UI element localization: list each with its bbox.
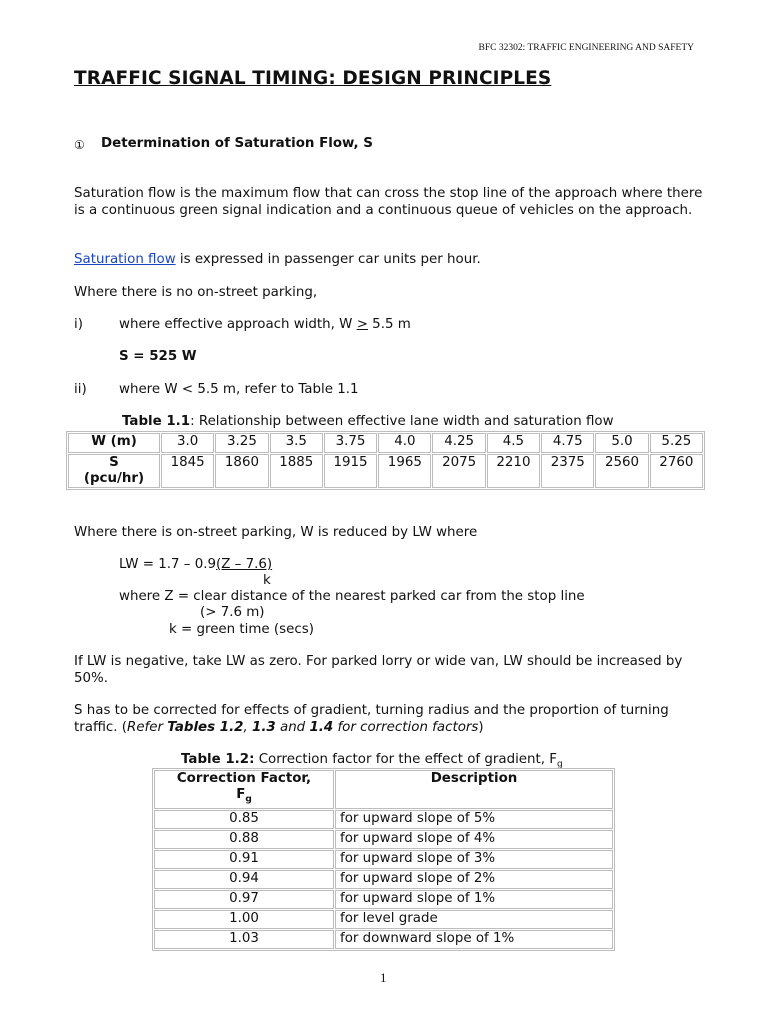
lw-formula-numerator: (Z – 7.6) [216, 557, 273, 572]
caption-text: : Relationship between effective lane width and saturation flow [190, 414, 614, 429]
z-condition: (> 7.6 m) [200, 605, 265, 620]
table-cell: 0.88 [154, 830, 334, 849]
paragraph-no-parking: Where there is no on-street parking, [74, 285, 318, 300]
table-row [154, 770, 613, 809]
table-cell: 4.0 [378, 433, 431, 453]
table-cell: for level grade [335, 910, 613, 929]
page-number: 1 [380, 970, 387, 985]
corrections-text: S has to be corrected for effects of gradient, turning radius and the proportion of turning traffic. ( [74, 703, 669, 735]
correction-factors-text: for correction factors [333, 719, 479, 735]
table-cell: 1.00 [154, 910, 334, 929]
table-cell: 3.75 [324, 433, 377, 453]
close-paren: ) [478, 719, 484, 735]
paragraph-definition: Saturation flow is the maximum flow that can cross the stop line of the approach where there is a continuous green signal indication and a continuous queue of vehicles on the approach. [74, 186, 703, 218]
page-header: BFC 32302: TRAFFIC ENGINEERING AND SAFETY [478, 43, 694, 53]
table-1-4-ref: 1.4 [309, 719, 334, 735]
table-cell: for downward slope of 1% [335, 930, 613, 949]
table-cell: 2560 [595, 454, 648, 488]
table-row [154, 850, 613, 869]
table-cell: 0.94 [154, 870, 334, 889]
tables-ref: Tables 1.2 [167, 719, 244, 735]
table-cell: 5.25 [650, 433, 703, 453]
table-cell: 4.75 [541, 433, 594, 453]
item-1-number: i) [74, 317, 83, 332]
table-cell: 1.03 [154, 930, 334, 949]
table-cell: for upward slope of 3% [335, 850, 613, 869]
table-header-cell [154, 770, 334, 809]
page-title: TRAFFIC SIGNAL TIMING: DESIGN PRINCIPLES [74, 68, 552, 89]
and-text: and [275, 719, 310, 735]
item-1-post: 5.5 m [367, 317, 411, 332]
table-cell: 1845 [161, 454, 214, 488]
header-line-1: S [109, 455, 119, 470]
table-cell: 5.0 [595, 433, 648, 453]
table-cell: 4.5 [487, 433, 540, 453]
table-cell: 1915 [324, 454, 377, 488]
table-header-cell: W (m) [68, 433, 160, 453]
caption-label: Table 1.2: [181, 752, 255, 767]
table-cell: 3.5 [270, 433, 323, 453]
table-cell: for upward slope of 2% [335, 870, 613, 889]
table-cell: 1965 [378, 454, 431, 488]
table-cell: 2760 [650, 454, 703, 488]
table-row [154, 930, 613, 949]
table-row [68, 433, 703, 453]
section-bullet-icon: ① [74, 138, 85, 152]
greater-equal-symbol: > [356, 317, 368, 332]
header-line-2: F [236, 787, 246, 802]
refer-text: Refer [127, 719, 168, 735]
table-cell: 3.0 [161, 433, 214, 453]
lw-formula-pre: LW = 1.7 – 0.9 [119, 557, 217, 572]
paragraph-corrections [74, 703, 714, 736]
table-cell: for upward slope of 4% [335, 830, 613, 849]
item-1-pre: where effective approach width, W [119, 317, 357, 332]
table-cell: 3.25 [215, 433, 268, 453]
table-1-2 [152, 768, 615, 951]
comma-text: , [243, 719, 252, 735]
table-row [68, 454, 703, 488]
table-row [154, 810, 613, 829]
table-cell: 0.91 [154, 850, 334, 869]
caption-text: Correction factor for the effect of gradient, F [254, 752, 557, 767]
header-line-2: (pcu/hr) [83, 471, 145, 486]
saturation-flow-link[interactable]: Saturation flow [74, 252, 176, 267]
item-2-text: where W < 5.5 m, refer to Table 1.1 [119, 382, 359, 397]
lw-formula-denominator: k [263, 573, 271, 588]
units-text: is expressed in passenger car units per hour. [175, 252, 481, 267]
table-1-3-ref: 1.3 [252, 719, 276, 735]
header-subscript: g [245, 794, 252, 805]
k-definition: k = green time (secs) [169, 622, 314, 637]
table-header-cell: Description [335, 770, 613, 809]
table-cell: 1885 [270, 454, 323, 488]
table-1-1-caption [122, 414, 614, 429]
table-cell: 1860 [215, 454, 268, 488]
table-row [154, 870, 613, 889]
table-cell: 0.85 [154, 810, 334, 829]
item-1-text [119, 317, 411, 332]
paragraph-units [74, 252, 714, 269]
header-line-1: Correction Factor, [176, 771, 312, 786]
table-row [154, 910, 613, 929]
table-row [154, 890, 613, 909]
paragraph-on-street-parking: Where there is on-street parking, W is reduced by LW where [74, 525, 478, 540]
table-header-cell [68, 454, 160, 488]
table-cell: 2375 [541, 454, 594, 488]
paragraph-negative-lw: If LW is negative, take LW as zero. For parked lorry or wide van, LW should be increased by 50%. [74, 654, 683, 686]
table-cell: for upward slope of 5% [335, 810, 613, 829]
table-row [154, 830, 613, 849]
caption-subscript: g [556, 759, 563, 770]
table-cell: 2210 [487, 454, 540, 488]
table-cell: for upward slope of 1% [335, 890, 613, 909]
lw-formula [119, 557, 272, 572]
table-cell: 4.25 [432, 433, 485, 453]
section-heading: Determination of Saturation Flow, S [101, 136, 373, 151]
table-cell: 0.97 [154, 890, 334, 909]
item-2-number: ii) [74, 382, 87, 397]
table-cell: 2075 [432, 454, 485, 488]
formula-s: S = 525 W [119, 349, 197, 364]
z-definition: where Z = clear distance of the nearest parked car from the stop line [119, 589, 585, 604]
table-1-1 [66, 431, 705, 490]
caption-label: Table 1.1 [122, 414, 191, 429]
